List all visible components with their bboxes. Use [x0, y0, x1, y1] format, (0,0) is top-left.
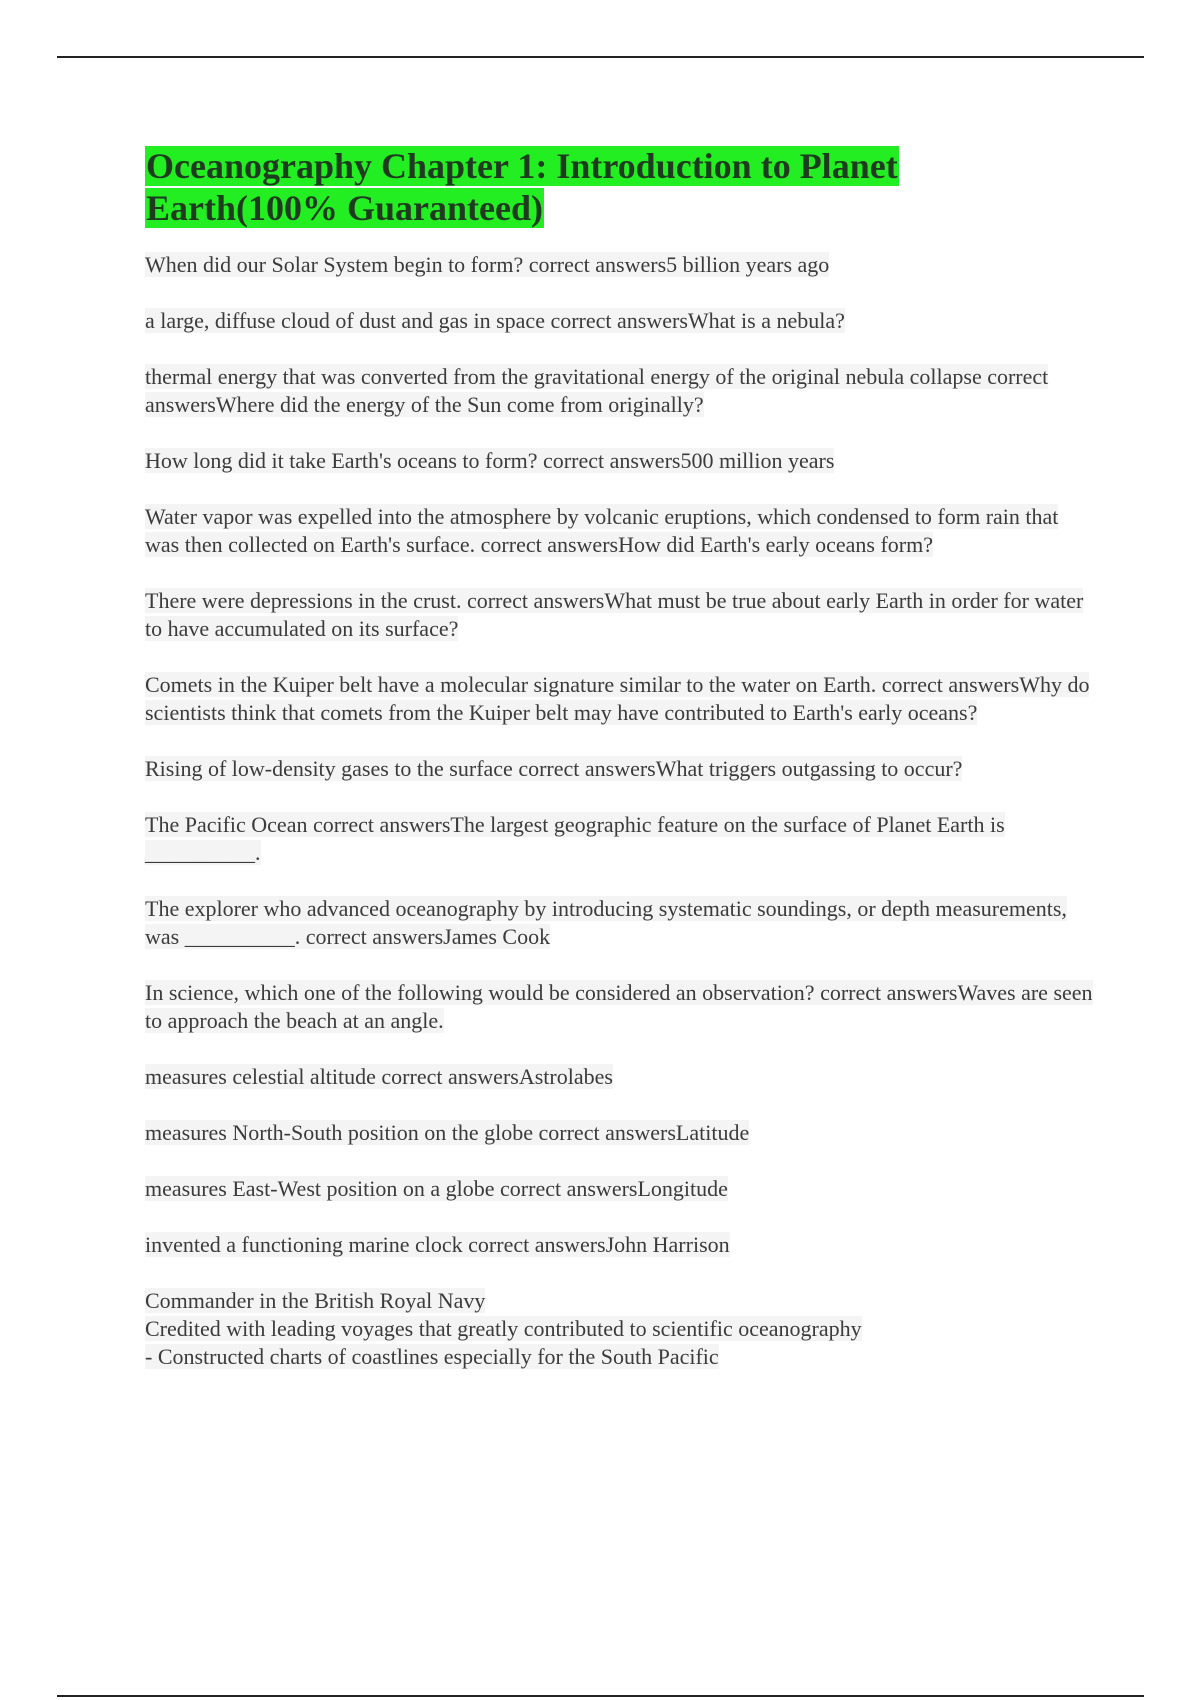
- qa-text: There were depressions in the crust. correct answersWhat must be true about early Earth in order for water to have accumulated on its surface?: [145, 588, 1084, 641]
- top-rule: [57, 56, 1144, 58]
- qa-entry: [145, 503, 1095, 559]
- qa-entry: [145, 1175, 1095, 1203]
- qa-text: a large, diffuse cloud of dust and gas in space correct answersWhat is a nebula?: [145, 308, 845, 333]
- qa-text: How long did it take Earth's oceans to form? correct answers500 million years: [145, 448, 835, 473]
- qa-text: measures East-West position on a globe correct answersLongitude: [145, 1176, 728, 1201]
- bottom-rule: [57, 1695, 1144, 1697]
- qa-entry: [145, 447, 1095, 475]
- qa-entry: [145, 363, 1095, 419]
- qa-text: measures North-South position on the globe correct answersLatitude: [145, 1120, 750, 1145]
- qa-text: When did our Solar System begin to form? correct answers5 billion years ago: [145, 252, 830, 277]
- qa-entry: [145, 811, 1095, 867]
- qa-entry: [145, 1063, 1095, 1091]
- page-title: [145, 145, 1095, 229]
- qa-line: - Constructed charts of coastlines especially for the South Pacific: [145, 1344, 719, 1369]
- document-body: [145, 145, 1095, 1399]
- qa-text: The Pacific Ocean correct answersThe largest geographic feature on the surface of Planet Earth is __________.: [145, 812, 1005, 865]
- qa-line: Commander in the British Royal Navy: [145, 1288, 486, 1313]
- qa-entry: [145, 587, 1095, 643]
- qa-text: measures celestial altitude correct answersAstrolabes: [145, 1064, 613, 1089]
- qa-entry: [145, 1231, 1095, 1259]
- qa-entry: [145, 1119, 1095, 1147]
- qa-entry: [145, 251, 1095, 279]
- qa-text: Comets in the Kuiper belt have a molecular signature similar to the water on Earth. correct answersWhy do scientists think that comets from the Kuiper belt may have contributed to Earth's early oceans?: [145, 672, 1090, 725]
- qa-entry: [145, 307, 1095, 335]
- qa-text: invented a functioning marine clock correct answersJohn Harrison: [145, 1232, 730, 1257]
- qa-text: In science, which one of the following would be considered an observation? correct answersWaves are seen to approach the beach at an angle.: [145, 980, 1093, 1033]
- qa-text: thermal energy that was converted from the gravitational energy of the original nebula collapse correct answersWhere did the energy of the Sun come from originally?: [145, 364, 1049, 417]
- qa-text: The explorer who advanced oceanography by introducing systematic soundings, or depth measurements, was __________. correct answersJames Cook: [145, 896, 1067, 949]
- qa-entry: [145, 979, 1095, 1035]
- title-highlight: Oceanography Chapter 1: Introduction to Planet Earth(100% Guaranteed): [146, 146, 898, 228]
- qa-line: Credited with leading voyages that greatly contributed to scientific oceanography: [145, 1316, 862, 1341]
- qa-entry: [145, 755, 1095, 783]
- qa-text: Rising of low-density gases to the surface correct answersWhat triggers outgassing to occur?: [145, 756, 963, 781]
- qa-entry: [145, 671, 1095, 727]
- qa-text: Water vapor was expelled into the atmosphere by volcanic eruptions, which condensed to form rain that was then collected on Earth's surface. correct answersHow did Earth's early oceans form?: [145, 504, 1059, 557]
- qa-entry: [145, 895, 1095, 951]
- qa-entry-multiline: [145, 1287, 1095, 1371]
